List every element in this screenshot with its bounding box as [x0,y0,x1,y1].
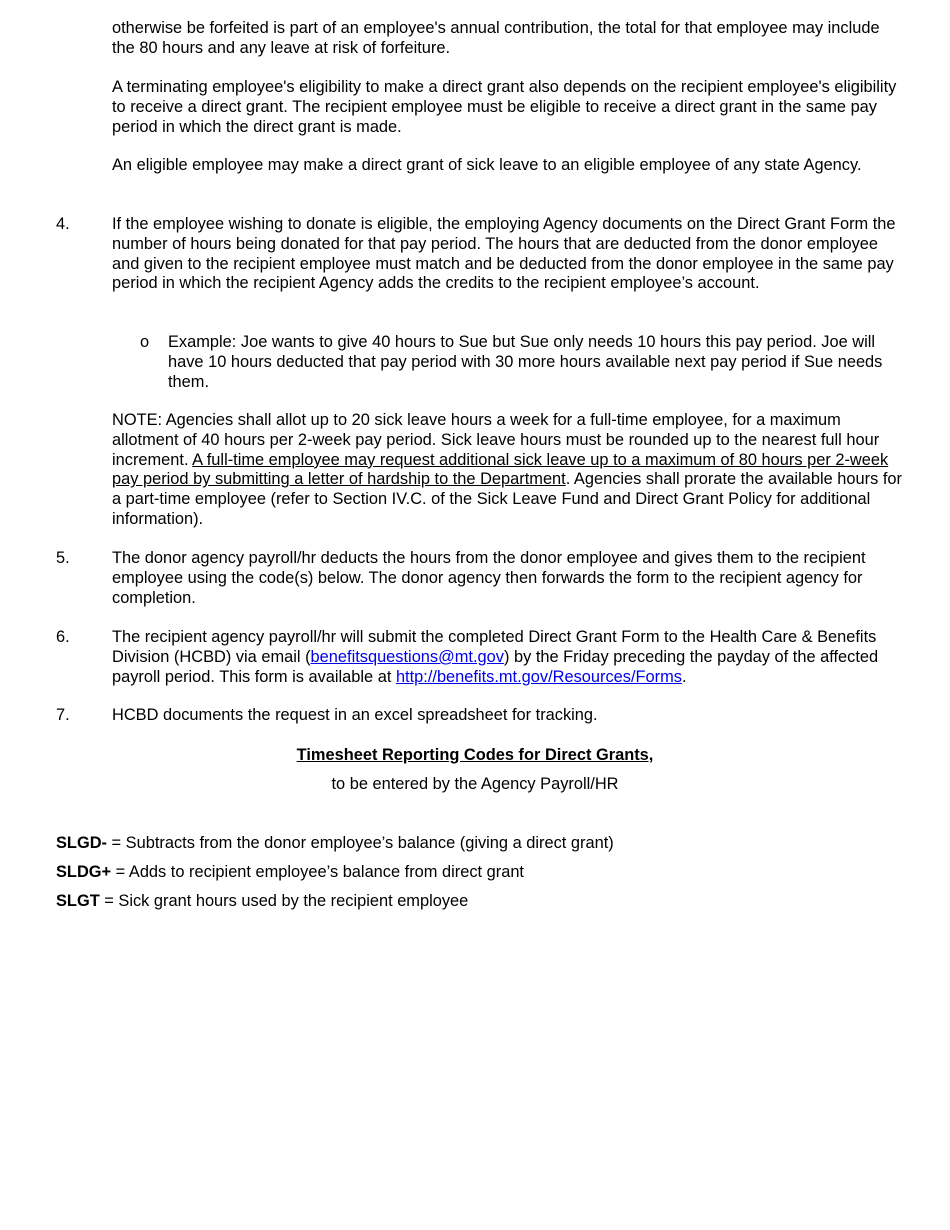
bullet-icon: o [140,333,150,351]
note-paragraph [112,411,902,530]
code-label: SLDG+ [56,863,112,881]
codes-section-subtitle: to be entered by the Agency Payroll/HR [331,775,619,793]
note-underlined-text: A full-time employee may request additional sick leave up to a maximum of 80 hours per 2-week pay period by submitting a letter of hardship to the Department [112,450,889,489]
forms-url-link[interactable]: http://benefits.mt.gov/Resources/Forms [395,667,682,686]
code-row-slgd [56,834,614,854]
item-7-text: HCBD documents the request in an excel spreadsheet for tracking. [112,706,598,724]
item-number-6: 6. [56,628,70,646]
codes-section-title: Timesheet Reporting Codes for Direct Grants, [296,746,654,764]
note-text-start: NOTE: Agencies shall allot up to 20 sick leave hours a week for a full-time employee, for a maximum allotment of 40 hours per 2-week pay period. Sick leave hours must be rounded up to the nearest full hour increment. [112,411,880,469]
example-text: Example: Joe wants to give 40 hours to Sue but Sue only needs 10 hours this pay period. Joe will have 10 hours deducted that pay period with 30 more hours available next pay period if Sue needs them. [168,333,883,391]
item-4-text: If the employee wishing to donate is eligible, the employing Agency documents on the Direct Grant Form the number of hours being donated for that pay period. The hours that are deducted from the donor employee and given to the recipient employee must match and be deducted from the donor employee in the same pay period in which the recipient Agency adds the credits to the recipient employee’s account. [112,215,896,293]
code-description: = Adds to recipient employee’s balance from direct grant [111,863,524,881]
code-row-sldg [56,863,524,883]
intro-paragraph-3: An eligible employee may make a direct grant of sick leave to an eligible employee of any state Agency. [112,156,862,174]
note-text-end: . Agencies shall prorate the available hours for a part-time employee (refer to Section IV.C. of the Sick Leave Fund and Direct Grant Policy for additional information). [112,470,902,528]
item-number-5: 5. [56,549,70,567]
intro-paragraph-1: otherwise be forfeited is part of an employee's annual contribution, the total for that employee may include the 80 hours and any leave at risk of forfeiture. [112,19,880,57]
item-6-text-b: ) by the Friday preceding the payday of the affected payroll period. This form is available at [112,647,879,686]
item-number-7: 7. [56,706,70,724]
code-description: = Subtracts from the donor employee’s balance (giving a direct grant) [107,834,614,852]
code-label: SLGT [56,892,100,910]
code-description: = Sick grant hours used by the recipient employee [99,892,469,910]
code-label: SLGD- [56,834,107,852]
item-number-4: 4. [56,215,70,233]
item-6-text-a: The recipient agency payroll/hr will submit the completed Direct Grant Form to the Health Care & Benefits Division (HCBD) via email ( [112,628,877,666]
email-link[interactable]: benefitsquestions@mt.gov [310,647,504,666]
item-6-text-c: . [681,667,687,686]
item-5-text: The donor agency payroll/hr deducts the hours from the donor employee and gives them to the recipient employee using the code(s) below. The donor agency then forwards the form to the recipient agency for completion. [112,549,866,607]
item-6-text [112,628,902,687]
code-row-slgt [56,892,468,912]
intro-paragraph-2: A terminating employee's eligibility to make a direct grant also depends on the recipient employee's eligibility to receive a direct grant. The recipient employee must be eligible to receive a direct grant in the same pay period in which the direct grant is made. [112,78,897,136]
